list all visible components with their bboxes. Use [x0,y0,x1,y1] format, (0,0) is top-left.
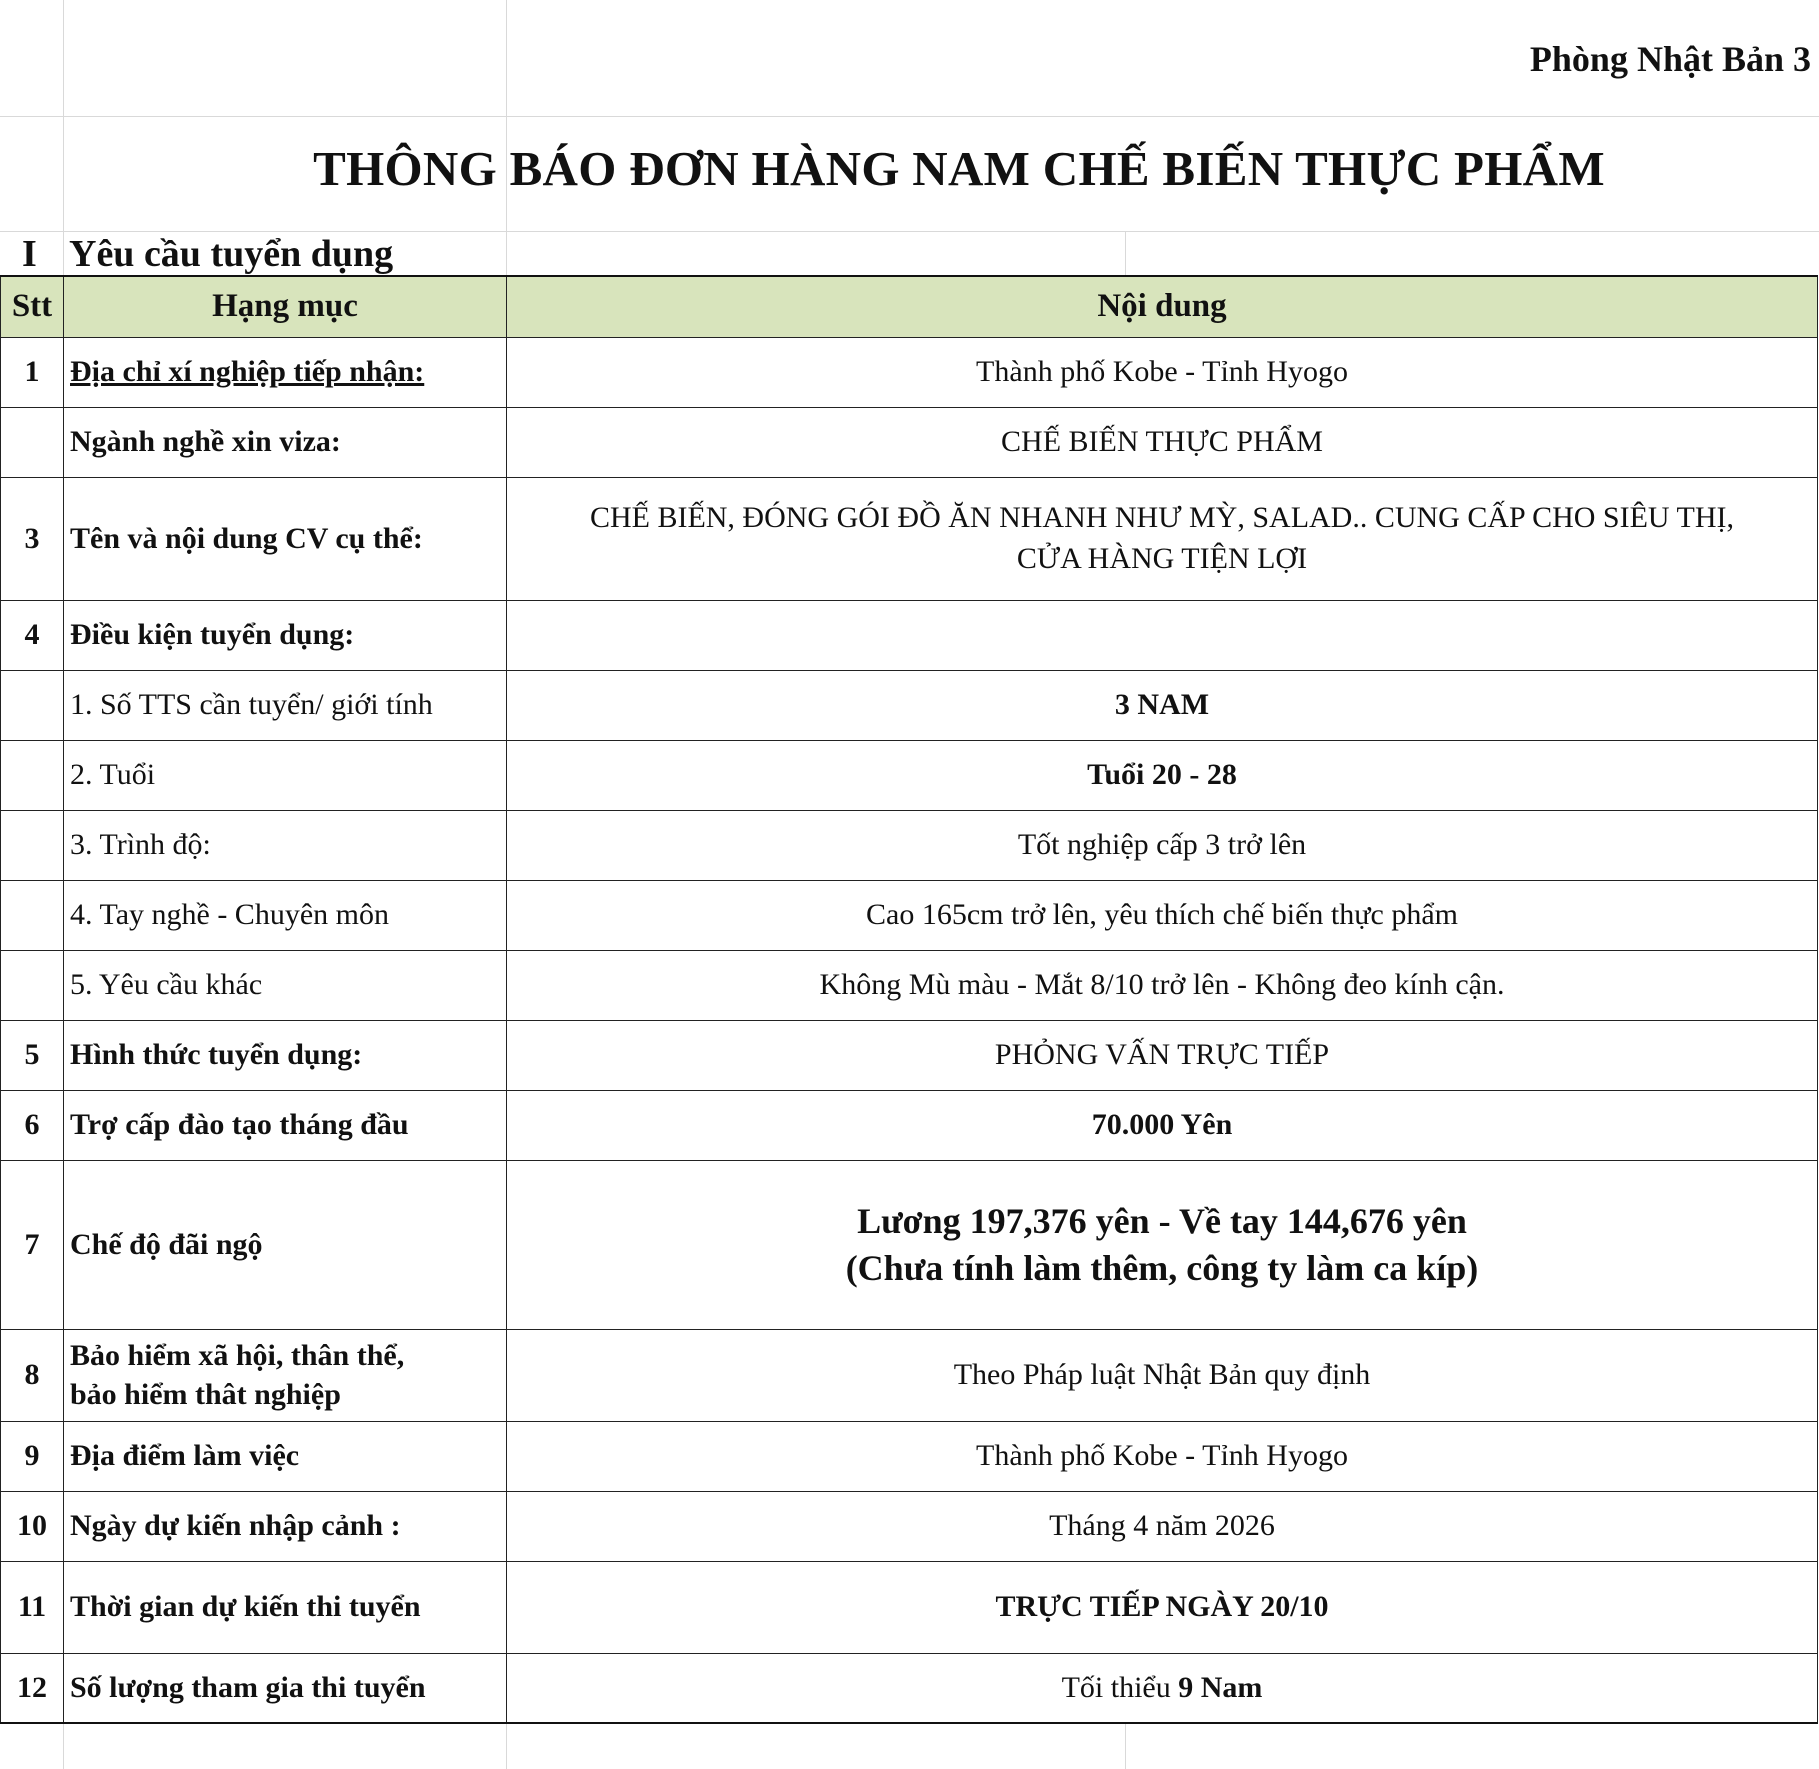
item-line: Bảo hiểm xã hội, thân thể, [70,1339,405,1372]
row-content: Không Mù màu - Mắt 8/10 trở lên - Không đeo kính cận. [507,950,1818,1020]
table-row [1,1561,1818,1653]
table-row [1,1653,1818,1723]
table-row [1,1020,1818,1090]
table-row [1,1090,1818,1160]
content-line: CHẾ BIẾN, ĐÓNG GÓI ĐỒ ĂN NHANH NHƯ MỲ, SALAD.. CUNG CẤP CHO SIÊU THỊ, [589,501,1735,534]
row-item: 5. Yêu cầu khác [64,950,507,1020]
table-row [1,740,1818,810]
row-content [507,477,1818,600]
row-stt: 7 [1,1160,64,1329]
row-stt: 11 [1,1561,64,1653]
gridline [1125,1722,1126,1769]
row-item: Thời gian dự kiến thi tuyển [64,1561,507,1653]
row-stt: 5 [1,1020,64,1090]
row-content: TRỰC TIẾP NGÀY 20/10 [507,1561,1818,1653]
row-item: Điều kiện tuyển dụng: [64,600,507,670]
gridline [63,1722,64,1769]
row-item: 4. Tay nghề - Chuyên môn [64,880,507,950]
table-row [1,337,1818,407]
gridline [506,1722,507,1769]
row-stt [1,740,64,810]
table-row [1,407,1818,477]
row-stt [1,407,64,477]
header-content: Nội dung [507,276,1818,337]
row-content: 70.000 Yên [507,1090,1818,1160]
row-content [507,600,1818,670]
row-content: CHẾ BIẾN THỰC PHẨM [507,407,1818,477]
row-content [507,1160,1818,1329]
table-row [1,1329,1818,1421]
row-item: 1. Số TTS cần tuyển/ giới tính [64,670,507,740]
row-item: Tên và nội dung CV cụ thể: [64,477,507,600]
row-stt [1,950,64,1020]
row-stt [1,810,64,880]
row-stt: 12 [1,1653,64,1723]
row-content: Thành phố Kobe - Tỉnh Hyogo [507,337,1818,407]
table-row [1,1421,1818,1491]
header-stt: Stt [1,276,64,337]
row-content: Tốt nghiệp cấp 3 trở lên [507,810,1818,880]
row-stt: 6 [1,1090,64,1160]
section-label: Yêu cầu tuyển dụng [69,233,394,275]
gridline [1125,232,1126,276]
row-stt: 1 [1,337,64,407]
row-item: Địa điểm làm việc [64,1421,507,1491]
row-item: Trợ cấp đào tạo tháng đầu [64,1090,507,1160]
row-stt: 8 [1,1329,64,1421]
row-stt: 10 [1,1491,64,1561]
row-stt [1,880,64,950]
row-content: Theo Pháp luật Nhật Bản quy định [507,1329,1818,1421]
page-title: THÔNG BÁO ĐƠN HÀNG NAM CHẾ BIẾN THỰC PHẨM [313,141,1605,196]
table-row [1,670,1818,740]
content-line: CỬA HÀNG TIỆN LỢI [1016,541,1308,575]
row-item [64,1329,507,1421]
row-item: Địa chỉ xí nghiệp tiếp nhận: [64,337,507,407]
row-stt: 9 [1,1421,64,1491]
header-item: Hạng mục [64,276,507,337]
row-item: Hình thức tuyển dụng: [64,1020,507,1090]
row-item: 3. Trình độ: [64,810,507,880]
table-row [1,600,1818,670]
row-stt [1,670,64,740]
table-row [1,810,1818,880]
row-content: PHỎNG VẤN TRỰC TIẾP [507,1020,1818,1090]
item-line: bảo hiểm thât nghiệp [70,1378,341,1411]
table-row [1,880,1818,950]
row-content: Tuổi 20 - 28 [507,740,1818,810]
table-row [1,1160,1818,1329]
row-stt: 4 [1,600,64,670]
row-content: 3 NAM [507,670,1818,740]
gridline [63,0,64,275]
table-row [1,477,1818,600]
content-prefix: Tối thiểu [1061,1670,1179,1704]
content-line: Lương 197,376 yên - Về tay 144,676 yên [857,1200,1467,1241]
table-row [1,1491,1818,1561]
row-item: 2. Tuổi [64,740,507,810]
row-content: Tháng 4 năm 2026 [507,1491,1818,1561]
row-item: Chế độ đãi ngộ [64,1160,507,1329]
row-item: Ngày dự kiến nhập cảnh : [64,1491,507,1561]
row-item: Ngành nghề xin viza: [64,407,507,477]
table-header-row [1,276,1818,337]
row-content [507,1653,1818,1723]
content-line: (Chưa tính làm thêm, công ty làm ca kíp) [845,1247,1479,1288]
table-row [1,950,1818,1020]
row-item: Số lượng tham gia thi tuyển [64,1653,507,1723]
row-content: Cao 165cm trở lên, yêu thích chế biến thực phẩm [507,880,1818,950]
requirements-table [0,275,1818,1724]
row-stt: 3 [1,477,64,600]
section-number: I [22,233,37,275]
gridline [0,116,1819,117]
content-bold: 9 Nam [1178,1670,1263,1704]
gridline [506,0,507,275]
department-label: Phòng Nhật Bản 3 [1529,39,1811,79]
row-content: Thành phố Kobe - Tỉnh Hyogo [507,1421,1818,1491]
